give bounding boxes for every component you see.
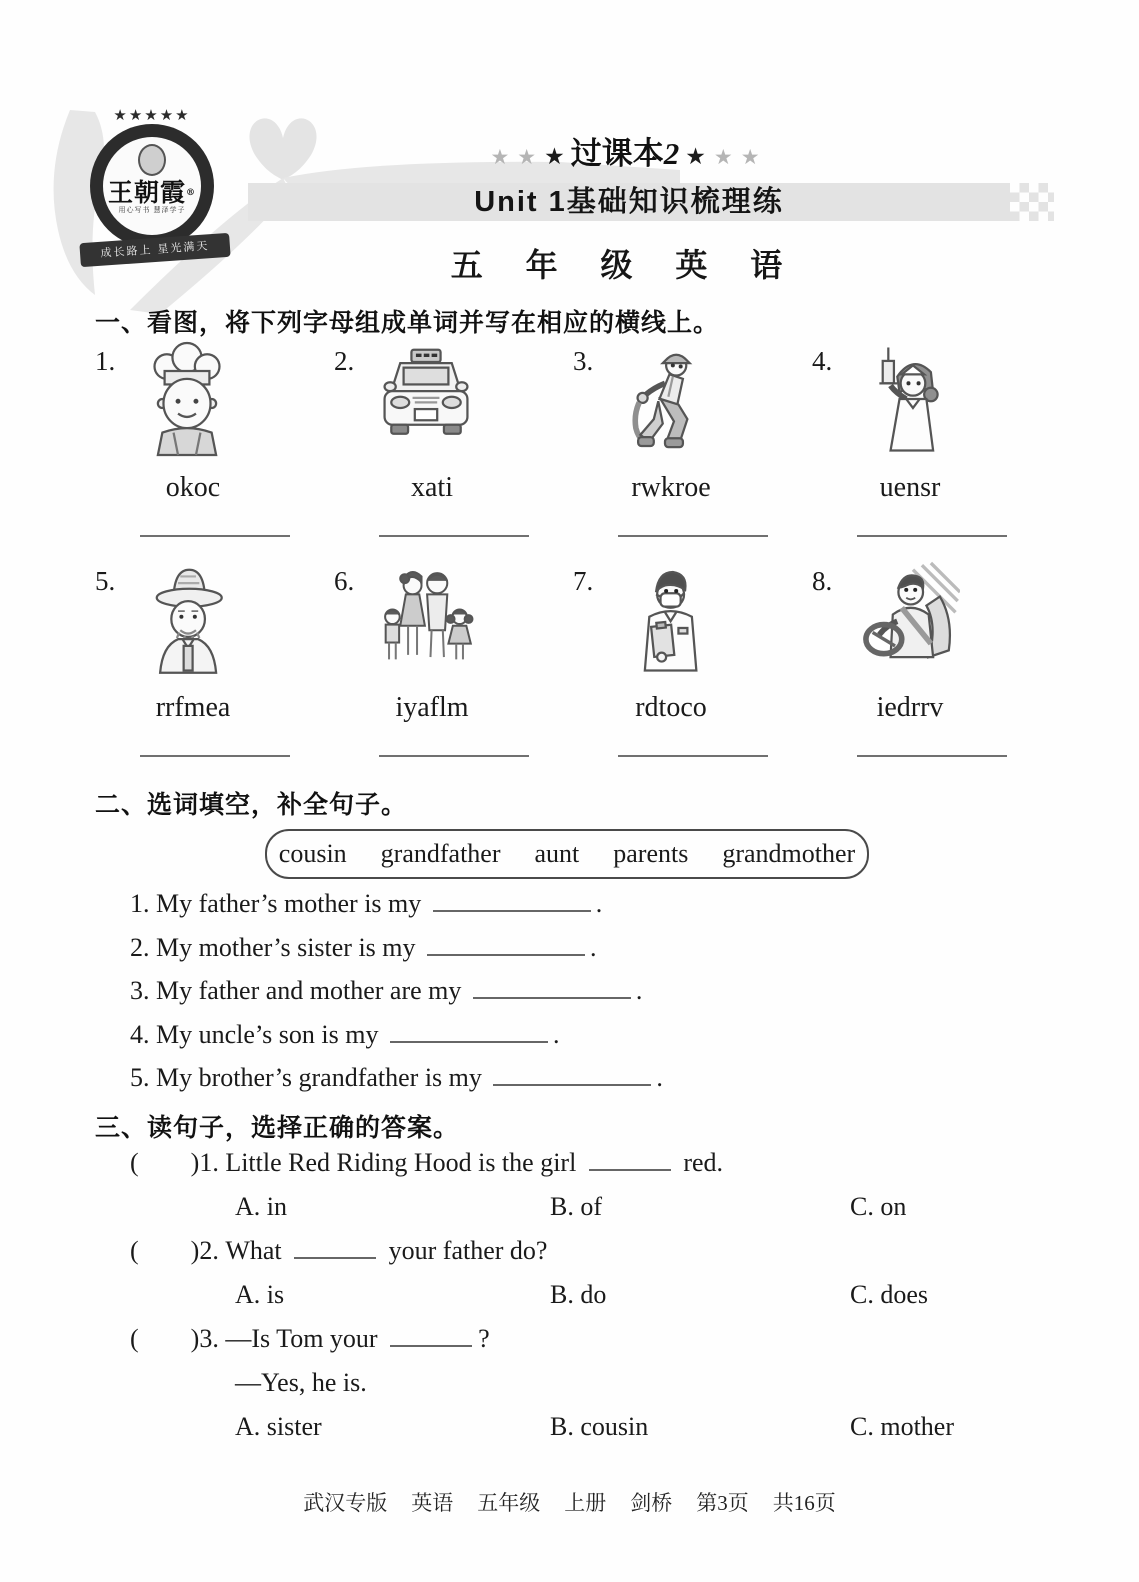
item-number: 8. [812,566,833,596]
option-c: C. mother [850,1412,954,1441]
scrambled-word: okoc [165,472,221,503]
footer-page-number: 第3页 [696,1491,749,1515]
fill-in-sentences [130,889,663,1107]
word-bank-word: cousin [278,839,347,868]
option-c: C. does [850,1280,928,1309]
section-one-title: 一、看图，将下列字母组成单词并写在相应的横线上。 [95,309,720,337]
item-driver [812,560,1051,757]
sentence: 3. My father and mother are my . [130,976,643,1005]
answer-blank [427,936,585,956]
star-icon: ★ [544,144,565,169]
star-icon: ★ [517,145,537,169]
unit-title-band [248,183,1010,221]
word-bank-word: parents [613,839,689,868]
logo-stars-icon: ★★★★★ [113,108,191,124]
logo-tagline: 用心写书 慧泽学子 [118,207,186,214]
word-bank-word: aunt [534,839,580,868]
farmer-image [131,560,243,678]
option-a: A. in [235,1192,287,1221]
family-image [370,560,482,678]
driver-image [848,560,960,678]
item-worker [573,340,812,537]
logo-ribbon-banner: 成长路上 星光满天 [79,233,230,267]
answer-blank [493,1066,651,1086]
option-c: C. on [850,1192,907,1221]
picture-items-row-2 [95,560,1051,757]
answer-paren: ( ) [130,1148,200,1177]
grade-title: 五 年 级 英 语 [450,247,800,283]
scrambled-word: iyaflm [395,692,469,723]
word-bank-word: grandfather [380,839,501,868]
item-number: 5. [95,566,116,596]
taxi-image [370,340,482,458]
section-three-title: 三、读句子，选择正确的答案。 [95,1114,460,1142]
item-number: 3. [573,346,594,376]
scrambled-word: rrfmea [155,692,231,723]
page-footer [0,1487,1139,1517]
item-number: 4. [812,346,833,376]
nurse-image [848,340,960,458]
registered-mark-icon: ® [186,188,196,198]
answer-line [857,534,1007,537]
answer-line [857,754,1007,757]
scrambled-word: xati [411,472,453,503]
options-row [130,1192,1060,1236]
sentence: 1. My father’s mother is my . [130,889,603,918]
star-icon: ★ [685,144,706,169]
multiple-choice-questions [130,1148,1060,1456]
options-row [130,1412,1060,1456]
footer-grade: 五年级 [477,1491,541,1515]
option-a: A. is [235,1280,285,1309]
item-nurse [812,340,1051,537]
option-a: A. sister [235,1412,322,1441]
answer-line [140,534,290,537]
doctor-image [609,560,721,678]
answer-paren: ( ) [130,1236,200,1265]
answer-blank [390,1023,548,1043]
answer-blank [473,979,631,999]
options-row [130,1280,1060,1324]
item-farmer [95,560,334,757]
sentence: 4. My uncle’s son is my . [130,1019,560,1049]
course-title-line [150,128,1100,173]
item-number: 1. [95,346,116,376]
answer-line [618,754,768,757]
answer-line [379,534,529,537]
item-number: 6. [334,566,355,596]
course-title: 过课本2 [570,136,680,171]
sentence: 2. My mother’s sister is my . [130,932,597,962]
sentence: 5. My brother’s grandfather is my . [130,1063,663,1092]
scrambled-word: iedrrv [876,692,944,723]
star-icon: ★ [490,145,510,169]
unit-title: Unit 1基础知识梳理练 [474,186,784,218]
answer-blank [589,1151,671,1171]
answer-paren: ( ) [130,1324,200,1353]
answer-blank [390,1327,472,1347]
item-taxi [334,340,573,537]
worker-image [609,340,721,458]
logo-brand-name: 王朝霞® [107,178,196,207]
item-number: 7. [573,566,594,596]
footer-subject: 英语 [411,1491,454,1515]
item-doctor [573,560,812,757]
question-line: ( )2. What your father do? [130,1236,548,1265]
section-two-title: 二、选词填空，补全句子。 [95,791,408,819]
option-b: B. of [550,1192,602,1221]
question-line: ( )1. Little Red Riding Hood is the girl red. [130,1148,724,1177]
band-checker-decoration [1010,183,1054,221]
answer-line [379,754,529,757]
scrambled-word: rwkroe [631,472,711,503]
cook-image [131,340,243,458]
option-b: B. cousin [550,1412,649,1441]
star-icon: ★ [740,145,760,169]
star-icon: ★ [713,145,733,169]
item-cook [95,340,334,537]
answer-blank [294,1239,376,1259]
answer-line [618,534,768,537]
word-bank-box [265,829,869,879]
scrambled-word: uensr [879,472,941,503]
scrambled-word: rdtoco [635,692,707,723]
word-bank-word: grandmother [722,839,856,868]
question-line: ( )3. —Is Tom your ? [130,1324,490,1353]
picture-items-row-1 [95,340,1051,537]
item-number: 2. [334,346,355,376]
option-b: B. do [550,1280,607,1309]
footer-page-total: 共16页 [772,1491,836,1515]
footer-press: 剑桥 [630,1491,673,1515]
item-family [334,560,573,757]
answer-line [140,754,290,757]
footer-edition: 武汉专版 [303,1491,388,1515]
footer-volume: 上册 [564,1491,607,1515]
answer-blank [433,892,591,912]
question-reply-line: —Yes, he is. [235,1368,367,1397]
